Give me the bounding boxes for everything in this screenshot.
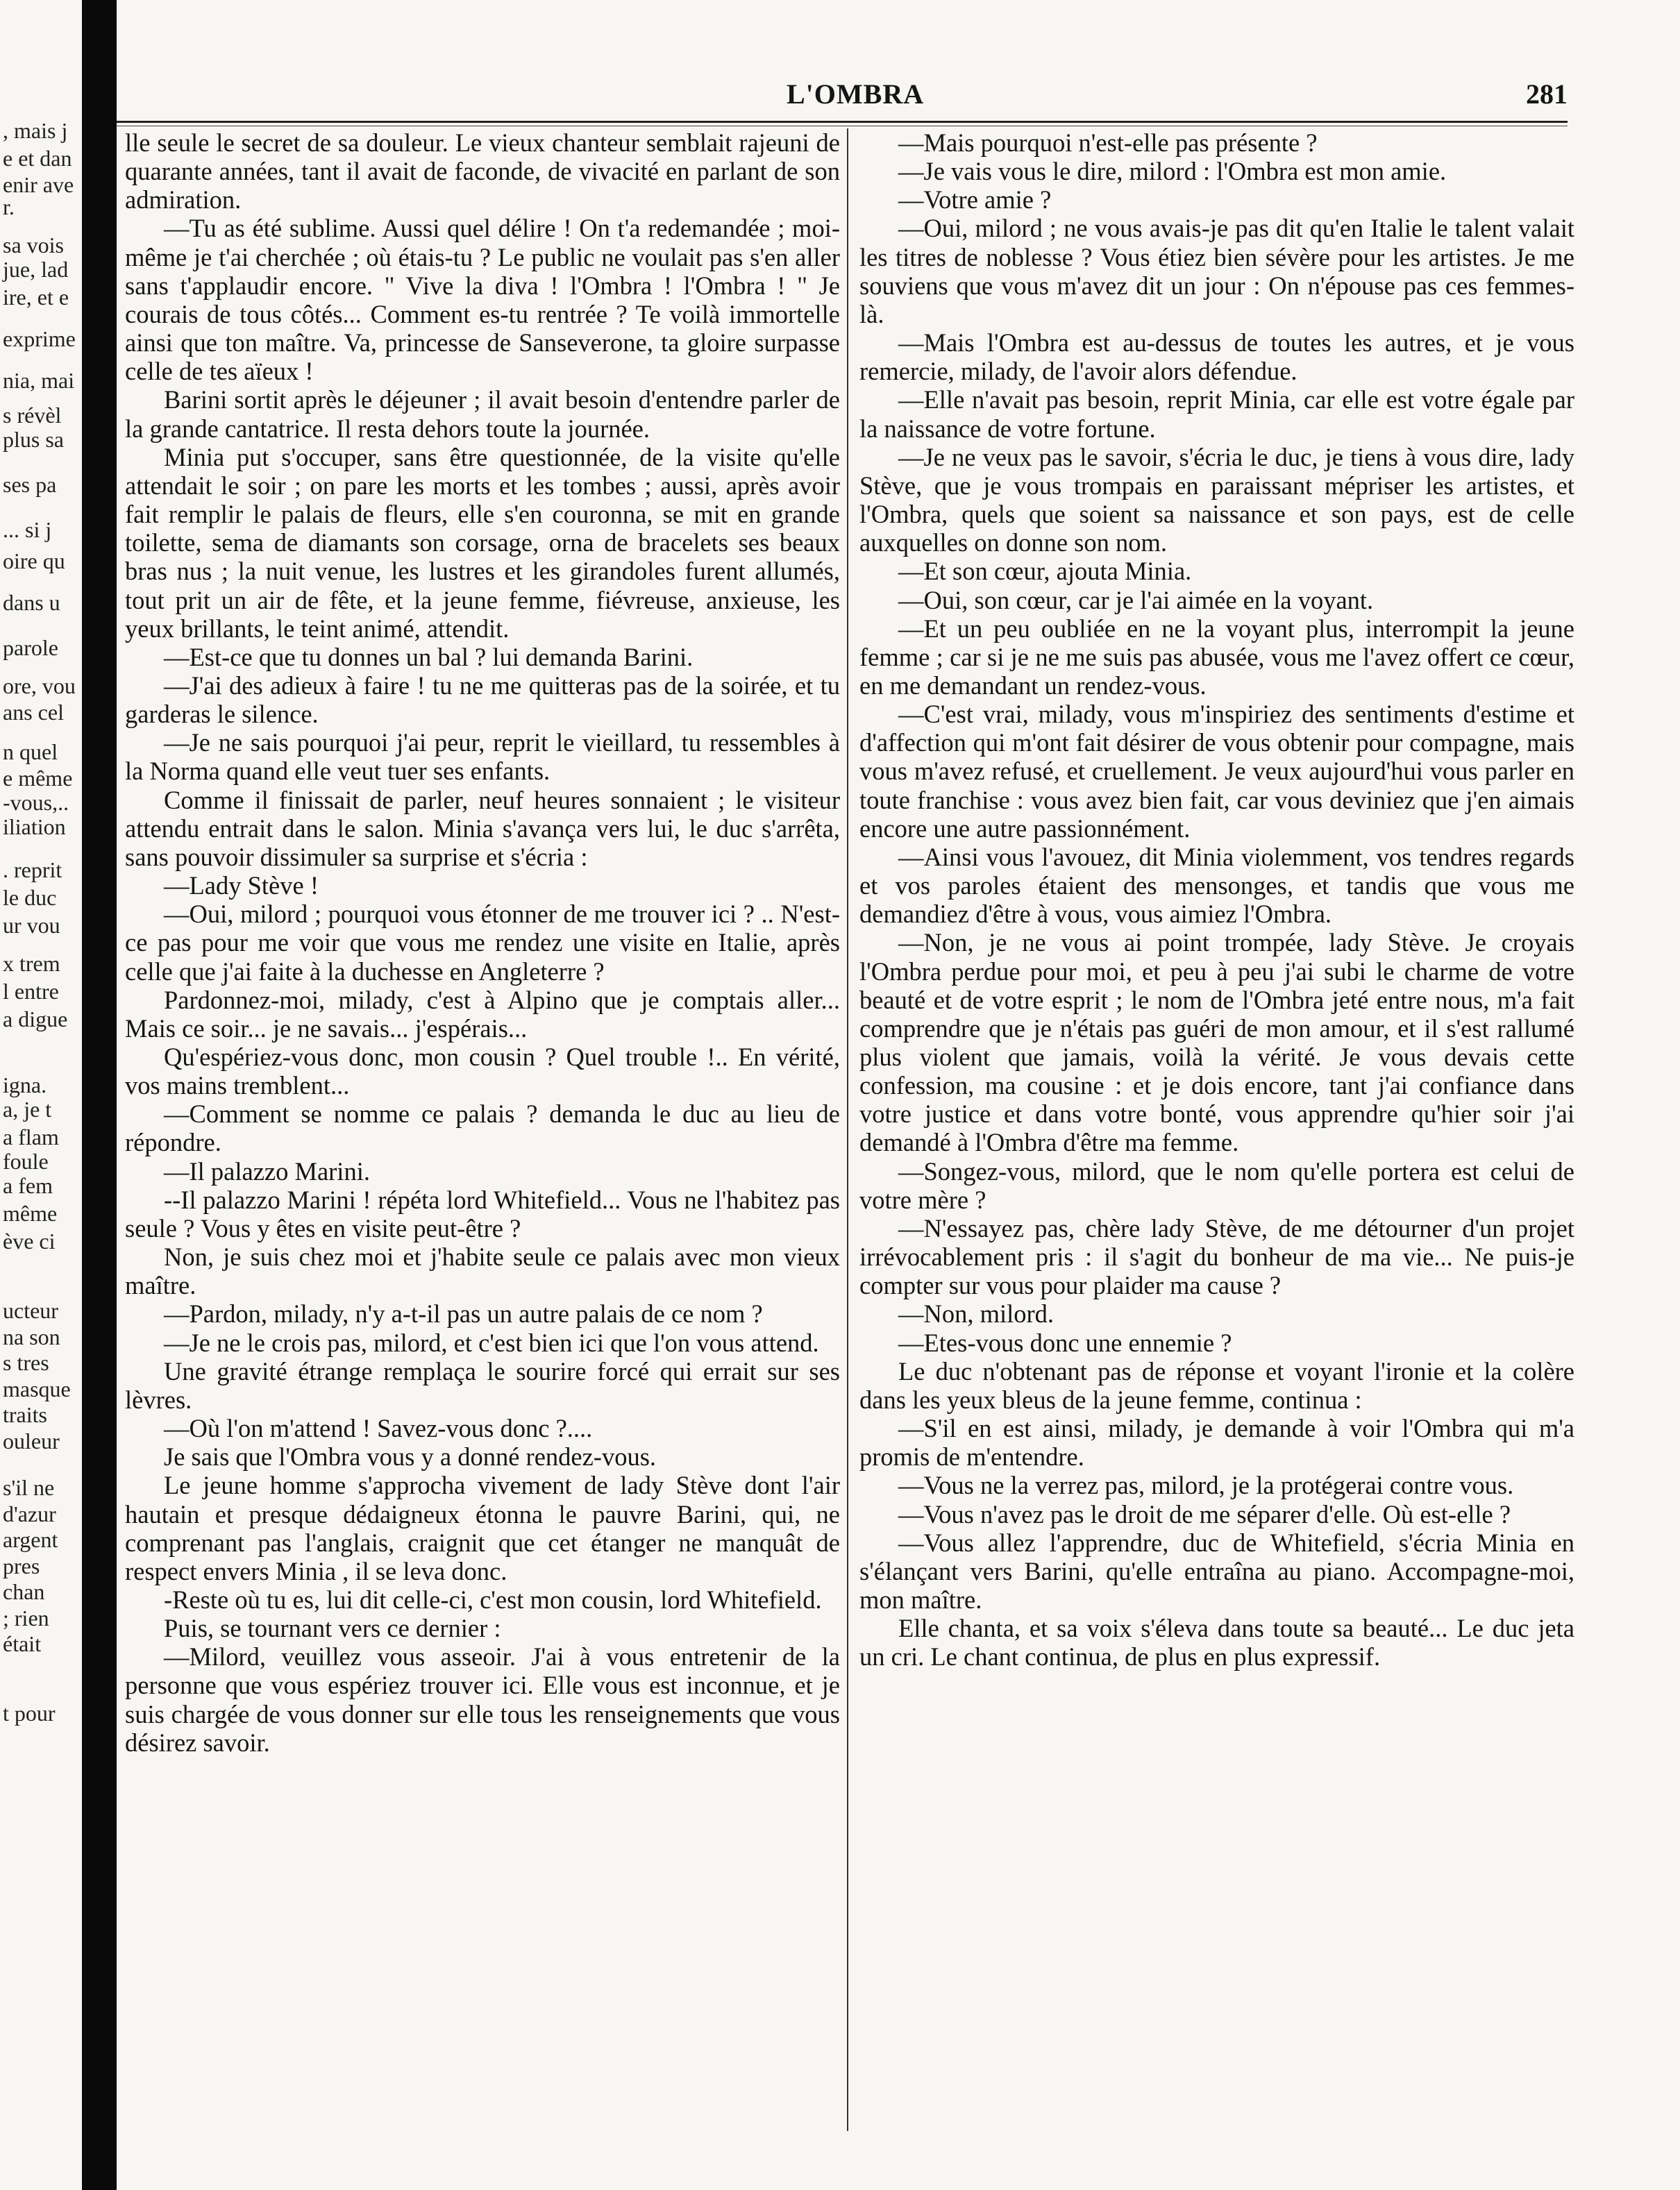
paragraph: Le jeune homme s'approcha vivement de lady Stève dont l'air hautain et presque dédaigneux étonna le pauvre Barini, qui, ne comprenant pas l'anglais, craignit que cet étanger ne manquât de respect envers Minia , il se leva donc. — [125, 1471, 840, 1585]
paragraph: —Tu as été sublime. Aussi quel délire ! On t'a redemandée ; moi-même je t'ai cherchée ; où étais-tu ? Le public ne voulait pas s'en aller sans t'applaudir encore. " Vive la diva ! l'Ombra ! l'Ombra ! " Je courais de tous côtés... Comment es-tu rentrée ? Te voilà immortelle ainsi que ton maître. Va, princesse de Sanseverone, ta gloire surpasse celle de tes aïeux ! — [125, 214, 840, 386]
previous-page-fragment: s révèl — [3, 403, 62, 428]
previous-page-fragment: r. — [3, 194, 15, 219]
paragraph: Elle chanta, et sa voix s'éleva dans toute sa beauté... Le duc jeta un cri. Le chant continua, de plus en plus expressif. — [859, 1614, 1574, 1671]
binding-gutter — [82, 0, 117, 2190]
column-divider — [847, 128, 848, 2131]
text-column-right — [859, 128, 1574, 1671]
paragraph: Pardonnez-moi, milady, c'est à Alpino que je comptais aller... Mais ce soir... je ne savais... j'espérais... — [125, 985, 840, 1043]
previous-page-fragment: ucteur — [3, 1298, 58, 1323]
previous-page-fragment: e et dan — [3, 146, 72, 171]
running-title: L'OMBRA — [787, 78, 925, 110]
paragraph: —Je ne sais pourquoi j'ai peur, reprit le vieillard, tu ressembles à la Norma quand elle veut tuer ses enfants. — [125, 728, 840, 786]
previous-page-fragment: sa vois — [3, 233, 64, 258]
paragraph: Barini sortit après le déjeuner ; il avait besoin d'entendre parler de la grande cantatrice. Il resta dehors toute la journée. — [125, 385, 840, 443]
paragraph: —Mais l'Ombra est au-dessus de toutes les autres, et je vous remercie, milady, de l'avoir alors défendue. — [859, 328, 1574, 386]
previous-page-fragment: foule — [3, 1149, 49, 1174]
previous-page-fragment: ire, et e — [3, 285, 69, 310]
previous-page-column — [0, 118, 82, 2187]
previous-page-fragment: ; rien — [3, 1606, 49, 1631]
paragraph: —Je ne veux pas le savoir, s'écria le duc, je tiens à vous dire, lady Stève, que je vous trompais en paraissant mépriser les artistes, et l'Ombra, quels que soient sa naissance et son pays, est de celle auxquelles on donne son nom. — [859, 442, 1574, 557]
paragraph: Le duc n'obtenant pas de réponse et voyant l'ironie et la colère dans les yeux bleus de la jeune femme, continua : — [859, 1356, 1574, 1414]
previous-page-fragment: oire qu — [3, 548, 65, 573]
page-number: 281 — [1526, 78, 1568, 110]
previous-page-fragment: était — [3, 1631, 42, 1656]
previous-page-fragment: enir ave — [3, 172, 74, 197]
previous-page-fragment: plus sa — [3, 427, 64, 452]
previous-page-fragment: t pour — [3, 1701, 56, 1726]
paragraph: lle seule le secret de sa douleur. Le vieux chanteur semblait rajeuni de quarante années, tant il avait de faconde, de vivacité en parlant de son admiration. — [125, 128, 840, 214]
paragraph: —Non, je ne vous ai point trompée, lady Stève. Je croyais l'Ombra perdue pour moi, et peu à peu j'ai subi le charme de votre beauté et de votre esprit ; le nom de l'Ombra jeté entre nous, m'a fait comprendre que je n'étais pas guéri de mon amour, et il s'est rallumé plus violent que jamais, voilà la vérité. Je vous devais cette confession, ma cousine : et je dois encore, tant j'ai confiance dans votre justice et dans votre bonté, vous apprendre qu'hier soir j'ai demandé à l'Ombra d'être ma femme. — [859, 928, 1574, 1157]
previous-page-fragment: s'il ne — [3, 1475, 55, 1500]
paragraph: —Etes-vous donc une ennemie ? — [898, 1328, 1232, 1357]
previous-page-fragment: a flam — [3, 1125, 59, 1149]
page-header — [117, 78, 1568, 119]
paragraph: Qu'espériez-vous donc, mon cousin ? Quel trouble !.. En vérité, vos mains tremblent... — [125, 1043, 840, 1100]
paragraph: Une gravité étrange remplaça le sourire forcé qui errait sur ses lèvres. — [125, 1356, 840, 1414]
paragraph: —Comment se nomme ce palais ? demanda le duc au lieu de répondre. — [125, 1100, 840, 1157]
previous-page-fragment: a fem — [3, 1173, 53, 1198]
paragraph: —Il palazzo Marini. — [164, 1156, 370, 1186]
previous-page-fragment: parole — [3, 635, 58, 660]
previous-page-fragment: . reprit — [3, 857, 62, 882]
paragraph: —Est-ce que tu donnes un bal ? lui demanda Barini. — [164, 642, 694, 671]
paragraph: —Vous allez l'apprendre, duc de Whitefield, s'écria Minia en s'élançant vers Barini, qu'elle entraîna au piano. Accompagne-moi, mon maître. — [859, 1528, 1574, 1614]
paragraph: —Je ne le crois pas, milord, et c'est bien ici que l'on vous attend. — [164, 1328, 819, 1357]
previous-page-fragment: pres — [3, 1553, 40, 1578]
paragraph: —Oui, son cœur, car je l'ai aimée en la voyant. — [898, 585, 1374, 614]
previous-page-fragment: ore, vou — [3, 673, 76, 698]
previous-page-fragment: ouleur — [3, 1429, 60, 1454]
paragraph: Non, je suis chez moi et j'habite seule ce palais avec mon vieux maître. — [125, 1243, 840, 1300]
paragraph: —Milord, veuillez vous asseoir. J'ai à vous entretenir de la personne que vous espériez trouver ici. Elle vous est inconnue, et je suis chargée de vous donner sur elle tous les renseignements que vous désirez savoir. — [125, 1642, 840, 1757]
previous-page-fragment: le duc — [3, 885, 57, 910]
paragraph: —S'il en est ainsi, milady, je demande à voir l'Ombra qui m'a promis de m'entendre. — [859, 1414, 1574, 1472]
previous-page-fragment: jue, lad — [3, 257, 69, 282]
paragraph: —Et un peu oubliée en ne la voyant plus, interrompit la jeune femme ; car si je ne me suis pas abusée, vous me l'avez offert ce cœur, en me demandant un rendez-vous. — [859, 614, 1574, 700]
text-column-left — [125, 128, 840, 1757]
previous-page-fragment: s tres — [3, 1350, 49, 1375]
previous-page-fragment: e même — [3, 766, 73, 791]
paragraph: -Reste où tu es, lui dit celle-ci, c'est mon cousin, lord Whitefield. — [164, 1585, 822, 1614]
paragraph: —J'ai des adieux à faire ! tu ne me quitteras pas de la soirée, et tu garderas le silence. — [125, 671, 840, 729]
paragraph: —N'essayez pas, chère lady Stève, de me détourner d'un projet irrévocablement pris : il s'agit du bonheur de ma vie... Ne puis-je compter sur vous pour plaider ma cause ? — [859, 1213, 1574, 1300]
previous-page-fragment: na son — [3, 1324, 60, 1349]
previous-page-fragment: exprime — [3, 326, 76, 351]
previous-page-fragment: ... si j — [3, 517, 52, 542]
paragraph: —Vous n'avez pas le droit de me séparer d'elle. Où est-elle ? — [898, 1499, 1511, 1528]
previous-page-fragment: même — [3, 1201, 58, 1226]
previous-page-fragment: x trem — [3, 951, 60, 976]
paragraph: —Elle n'avait pas besoin, reprit Minia, car elle est votre égale par la naissance de votre fortune. — [859, 385, 1574, 443]
previous-page-fragment: a digue — [3, 1006, 68, 1031]
previous-page-fragment: dans u — [3, 590, 60, 615]
paragraph: —Oui, milord ; ne vous avais-je pas dit qu'en Italie le talent valait les titres de noblesse ? Vous étiez bien sévère pour les artistes. Je me souviens que vous m'avez dit un jour : On n'épouse pas ces femmes-là. — [859, 214, 1574, 328]
previous-page-fragment: argent — [3, 1527, 58, 1552]
paragraph: —Vous ne la verrez pas, milord, je la protégerai contre vous. — [898, 1471, 1514, 1500]
previous-page-fragment: ur vou — [3, 913, 60, 938]
previous-page-fragment: chan — [3, 1579, 45, 1604]
paragraph: —C'est vrai, milady, vous m'inspiriez des sentiments d'estime et d'affection qui m'ont fait désirer de vous obtenir pour compagne, mais vous m'avez refusé, et cruellement. Je veux aujourd'hui vous parler en toute franchise : vous avez bien fait, car vous deviniez que j'en aimais encore une autre passionnément. — [859, 700, 1574, 843]
paragraph: —Ainsi vous l'avouez, dit Minia violemment, vos tendres regards et vos paroles étaient des mensonges, et tandis que vous me demandiez d'être à vous, vous aimiez l'Ombra. — [859, 842, 1574, 929]
paragraph: —Où l'on m'attend ! Savez-vous donc ?.... — [164, 1414, 593, 1443]
previous-page-fragment: igna. — [3, 1072, 47, 1097]
paragraph: Comme il finissait de parler, neuf heures sonnaient ; le visiteur attendu entrait dans le salon. Minia s'avança vers lui, le duc s'arrêta, sans pouvoir dissimuler sa surprise et s'écria : — [125, 785, 840, 871]
previous-page-fragment: ève ci — [3, 1229, 56, 1254]
previous-page-fragment: traits — [3, 1402, 47, 1427]
paragraph: —Je vais vous le dire, milord : l'Ombra est mon amie. — [898, 157, 1447, 186]
paragraph: —Mais pourquoi n'est-elle pas présente ? — [898, 128, 1318, 157]
previous-page-fragment: nia, mai — [3, 368, 75, 393]
paragraph: Je sais que l'Ombra vous y a donné rendez-vous. — [164, 1442, 657, 1472]
previous-page-fragment: iliation — [3, 814, 66, 839]
previous-page-fragment: masque — [3, 1376, 71, 1401]
previous-page-fragment: , mais j — [3, 118, 68, 143]
previous-page-fragment: l entre — [3, 979, 59, 1004]
previous-page-fragment: n quel — [3, 739, 58, 764]
previous-page-fragment: ses pa — [3, 472, 57, 497]
previous-page-fragment: -vous,.. — [3, 790, 69, 815]
header-rule — [117, 121, 1568, 123]
paragraph: —Non, milord. — [898, 1299, 1055, 1329]
paragraph: --Il palazzo Marini ! répéta lord Whitefield... Vous ne l'habitez pas seule ? Vous y êtes en visite peut-être ? — [125, 1185, 840, 1243]
paragraph: —Pardon, milady, n'y a-t-il pas un autre palais de ce nom ? — [164, 1299, 763, 1329]
paragraph: —Oui, milord ; pourquoi vous étonner de me trouver ici ? .. N'est-ce pas pour me voir que vous me rendez une visite en Italie, après celle que j'ai faite à la duchesse en Angleterre ? — [125, 900, 840, 986]
paragraph: —Lady Stève ! — [164, 871, 319, 900]
previous-page-fragment: ans cel — [3, 700, 64, 725]
previous-page-fragment: d'azur — [3, 1501, 56, 1526]
previous-page-fragment: a, je t — [3, 1097, 52, 1122]
paragraph: —Votre amie ? — [898, 185, 1052, 214]
paragraph: —Songez-vous, milord, que le nom qu'elle portera est celui de votre mère ? — [859, 1156, 1574, 1214]
paragraph: Minia put s'occuper, sans être questionnée, de la visite qu'elle attendait le soir ; on pare les morts et les tombes ; aussi, après avoir fait remplir le palais de fleurs, elle s'en couronna, se mit en grande toilette, sema de diamants son corsage, orna de bracelets ses beaux bras nus ; la nuit venue, les lustres et les girandoles furent allumés, tout prit un air de fête, et la jeune femme, fiévreuse, anxieuse, les yeux brillants, le teint animé, attendit. — [125, 442, 840, 643]
paragraph: Puis, se tournant vers ce dernier : — [164, 1614, 501, 1643]
paragraph: —Et son cœur, ajouta Minia. — [898, 557, 1192, 586]
